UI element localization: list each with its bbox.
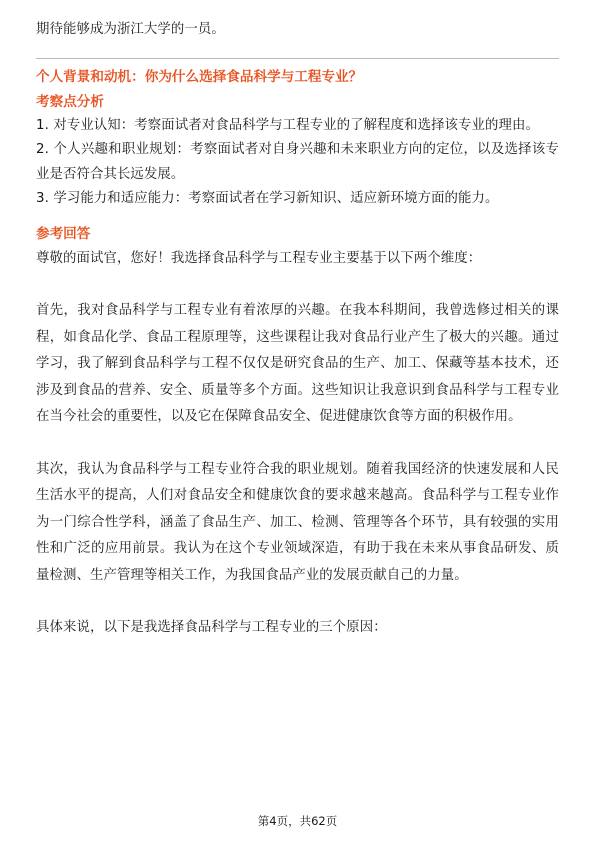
answer-paragraph: 尊敬的面试官，您好！我选择食品科学与工程专业主要基于以下两个维度： — [36, 250, 482, 266]
answer-paragraph: 具体来说，以下是我选择食品科学与工程专业的三个原因： — [36, 620, 387, 635]
answer-body — [36, 246, 559, 642]
answer-paragraph: 首先，我对食品科学与工程专业有着浓厚的兴趣。在我本科期间，我曾选修过相关的课程，如食品化学、食品工程原理等，这些课程让我对食品行业产生了极大的兴趣。通过学习，我了解到食品科学与工程不仅仅是研究食品的生产、加工、保藏等基本技术，还涉及到食品的营养、安全、质量等多个方面。这些知识让我意识到食品科学与工程专业在当今社会的重要性，以及它在保障食品安全、促进健康饮食等方面的积极作用。 — [36, 303, 559, 424]
analysis-list — [36, 114, 559, 212]
answer-paragraph: 其次，我认为食品科学与工程专业符合我的职业规划。随着我国经济的快速发展和人民生活水平的提高，人们对食品安全和健康饮食的要求越来越高。食品科学与工程专业作为一门综合性学科，涵盖了食品生产、加工、检测、管理等各个环节，具有较强的实用性和广泛的应用前景。我认为在这个专业领域深造，有助于我在未来从事食品研发、质量检测、生产管理等相关工作，为我国食品产业的发展贡献自己的力量。 — [36, 461, 559, 583]
paragraph-gap — [36, 589, 559, 615]
paragraph-gap — [36, 431, 559, 457]
intro-tail-text: 期待能够成为浙江大学的一员。 — [36, 22, 225, 37]
paragraph-gap — [36, 272, 559, 298]
analysis-item: 2. 个人兴趣和职业规划：考察面试者对自身兴趣和未来职业方向的定位，以及选择该专业是否符合其长远发展。 — [36, 142, 559, 182]
section-divider — [36, 58, 559, 59]
page-content — [36, 18, 559, 642]
answer-heading: 参考回答 — [36, 225, 91, 242]
page-number-footer: 第4页，共62页 — [257, 814, 338, 828]
analysis-item: 3. 学习能力和适应能力：考察面试者在学习新知识、适应新环境方面的能力。 — [36, 191, 499, 206]
analysis-item: 1. 对专业认知：考察面试者对食品科学与工程专业的了解程度和选择该专业的理由。 — [36, 117, 539, 133]
analysis-heading: 考察点分析 — [36, 93, 104, 110]
question-title: 个人背景和动机：你为什么选择食品科学与工程专业？ — [36, 68, 363, 85]
